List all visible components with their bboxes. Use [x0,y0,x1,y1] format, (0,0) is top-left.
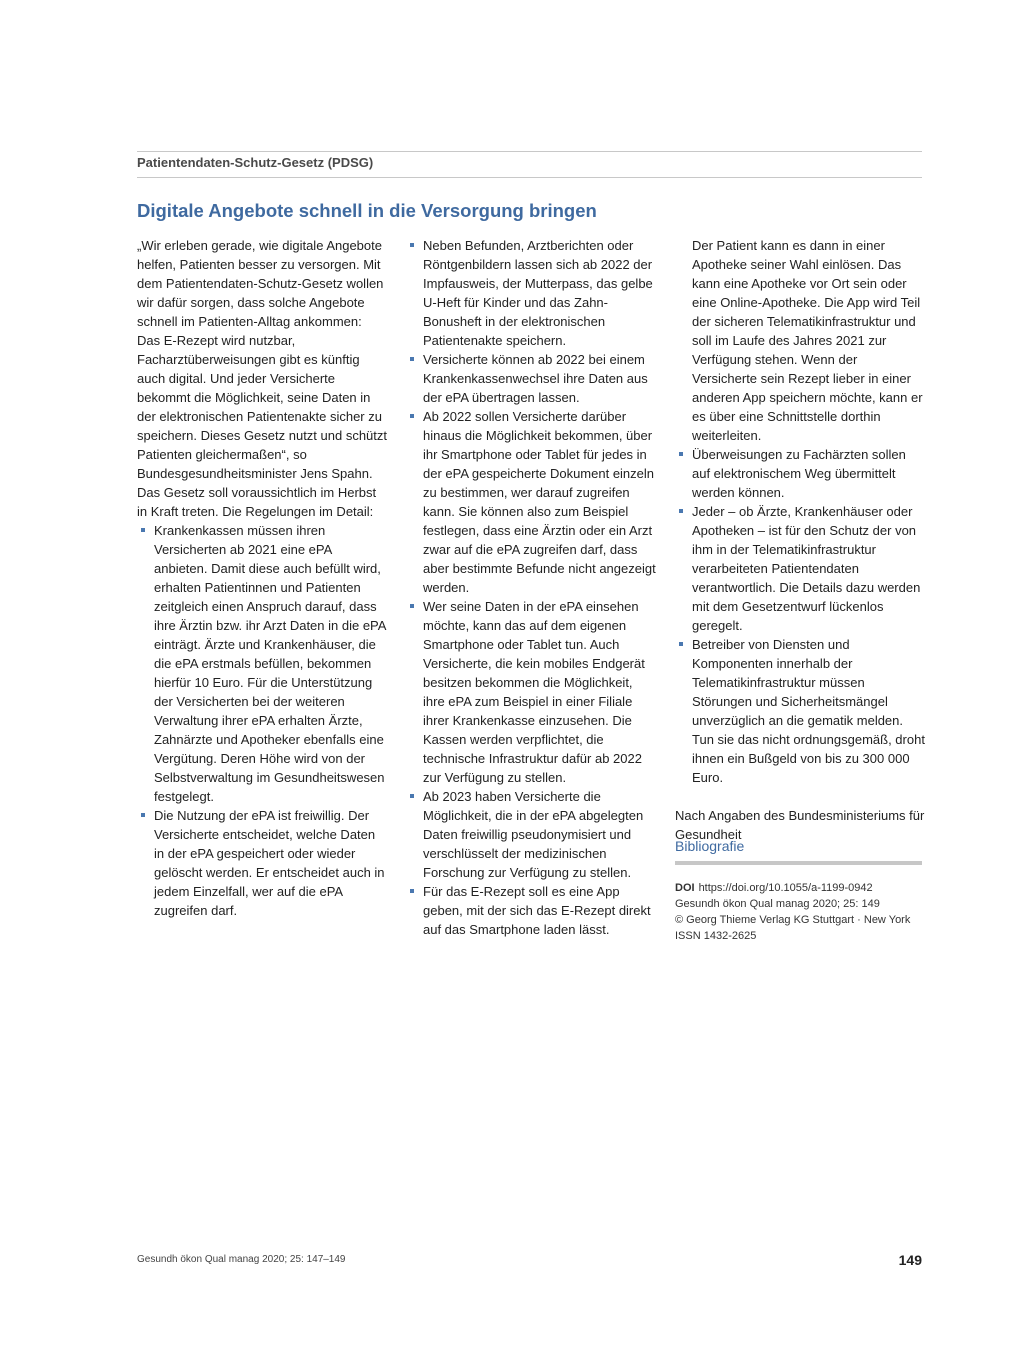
bullet-continuation: Der Patient kann es dann in einer Apotheke seiner Wahl einlösen. Das kann eine Apotheke vor Ort sein oder eine Online-Apotheke. Die App wird Teil der sicheren Telematikinfrastruktur und soll im Laufe des Jahres 2021 zur Verfügung stehen. Wenn der Versicherte sein Rezept lieber in einer anderen App speichern möchte, kann er es über eine Schnittstelle dorthin weiterleiten. [692,238,923,443]
article-headline: Digitale Angebote schnell in die Versorgung bringen [137,200,597,221]
issn-line: ISSN 1432-2625 [675,930,757,942]
bibliography-divider [675,861,922,865]
bullet-item: Betreiber von Diensten und Komponenten innerhalb der Telematikinfrastruktur müssen Störungen und Sicherheitsmängel unverzüglich an die gematik melden. Tun sie das nicht ordnungsgemäß, droht ihnen ein Bußgeld von bis zu 300 000 Euro. [675,635,925,787]
doi-line [675,880,922,896]
bullet-item: Wer seine Daten in der ePA einsehen möchte, kann das auf dem eigenen Smartphone oder Tablet tun. Auch Versicherte, die kein mobiles Endgerät besitzen bekommen die Möglichkeit, ihre ePA zum Beispiel in einer Filiale ihrer Krankenkasse einzusehen. Die Kassen werden verpflichtet, die technische Infrastruktur dafür ab 2022 zur Verfügung zu stellen. [406,597,656,787]
footer-citation: Gesundh ökon Qual manag 2020; 25: 147–149 [137,1254,346,1265]
intro-paragraph: „Wir erleben gerade, wie digitale Angebote helfen, Patienten besser zu versorgen. Mit dem Patientendaten-Schutz-Gesetz wollen wir dafür sorgen, dass solche Angebote schnell im Patienten-Alltag ankommen: Das E-Rezept wird nutzbar, Facharztüberweisungen gibt es künftig auch digital. Und jeder Versicherte bekommt die Möglichkeit, seine Daten in der elektronischen Patientenakte sicher zu speichern. Dieses Gesetz nutzt und schützt Patienten gleichermaßen“, so Bundesgesundheitsminister Jens Spahn. Das Gesetz soll voraussichtlich im Herbst in Kraft treten. Die Regelungen im Detail: [137,238,388,519]
copyright-line: © Georg Thieme Verlag KG Stuttgart · New York [675,914,911,926]
bullet-list [406,236,656,939]
bullet-list [675,445,925,787]
doi-label: DOI [675,882,695,894]
doi-link[interactable]: https://doi.org/10.1055/a-1199-0942 [698,882,873,894]
section-label: Patientendaten-Schutz-Gesetz (PDSG) [137,155,374,170]
bullet-item: Überweisungen zu Fachärzten sollen auf elektronischem Weg übermittelt werden können. [675,445,925,502]
header-rule-bottom [137,177,922,178]
source-note: Nach Angaben des Bundesministeriums für Gesundheit [675,808,925,842]
bullet-item: Ab 2023 haben Versicherte die Möglichkeit, die in der ePA abgelegten Daten freiwillig pseudonymisiert und verschlüsselt der medizinischen Forschung zur Verfügung zu stellen. [406,787,656,882]
bullet-item: Die Nutzung der ePA ist freiwillig. Der Versicherte entscheidet, welche Daten in der ePA gespeichert oder wieder gelöscht werden. Er entscheidet auch in jedem Einzelfall, wer auf die ePA zugreifen darf. [137,806,387,920]
header-rule-top [137,151,922,152]
bullet-item: Für das E-Rezept soll es eine App geben, mit der sich das E-Rezept direkt auf das Smartphone laden lässt. [406,882,656,939]
journal-citation: Gesundh ökon Qual manag 2020; 25: 149 [675,898,880,910]
text-column-3 [675,236,925,844]
bibliography-details [675,880,922,944]
bullet-item: Ab 2022 sollen Versicherte darüber hinaus die Möglichkeit bekommen, über ihr Smartphone oder Tablet für jedes in der ePA gespeicherte Dokument einzeln zu bestimmen, wer darauf zugreifen kann. Sie können also zum Beispiel festlegen, dass eine Ärztin oder ein Arzt zwar auf die ePA zugreifen darf, dass aber bestimmte Befunde nicht angezeigt werden. [406,407,656,597]
bullet-item: Neben Befunden, Arztberichten oder Röntgenbildern lassen sich ab 2022 der Impfausweis, der Mutterpass, das gelbe U-Heft für Kinder und das Zahn-Bonusheft in der elektronischen Patientenakte speichern. [406,236,656,350]
text-column-2 [406,236,656,939]
page-number: 149 [898,1252,922,1268]
bullet-item: Krankenkassen müssen ihren Versicherten ab 2021 eine ePA anbieten. Damit diese auch befüllt wird, erhalten Patientinnen und Patienten zeitgleich einen Anspruch darauf, dass ihre Ärztin bzw. ihr Arzt Daten in die ePA einträgt. Ärzte und Krankenhäuser, die die ePA erstmals befüllen, bekommen hierfür 10 Euro. Für die Unterstützung der Versicherten bei der weiteren Verwaltung ihrer ePA erhalten Ärzte, Zahnärzte und Apotheker ebenfalls eine Vergütung. Deren Höhe wird von der Selbstverwaltung im Gesundheitswesen festgelegt. [137,521,387,806]
text-column-1 [137,236,387,920]
bullet-item: Versicherte können ab 2022 bei einem Krankenkassenwechsel ihre Daten aus der ePA übertragen lassen. [406,350,656,407]
bullet-item: Jeder – ob Ärzte, Krankenhäuser oder Apotheken – ist für den Schutz der von ihm in der Telematikinfrastruktur verarbeiteten Patientendaten verantwortlich. Die Details dazu werden mit dem Gesetzentwurf lückenlos geregelt. [675,502,925,635]
bibliography-box [675,838,922,944]
bullet-list [137,521,387,920]
bibliography-title: Bibliografie [675,838,745,854]
